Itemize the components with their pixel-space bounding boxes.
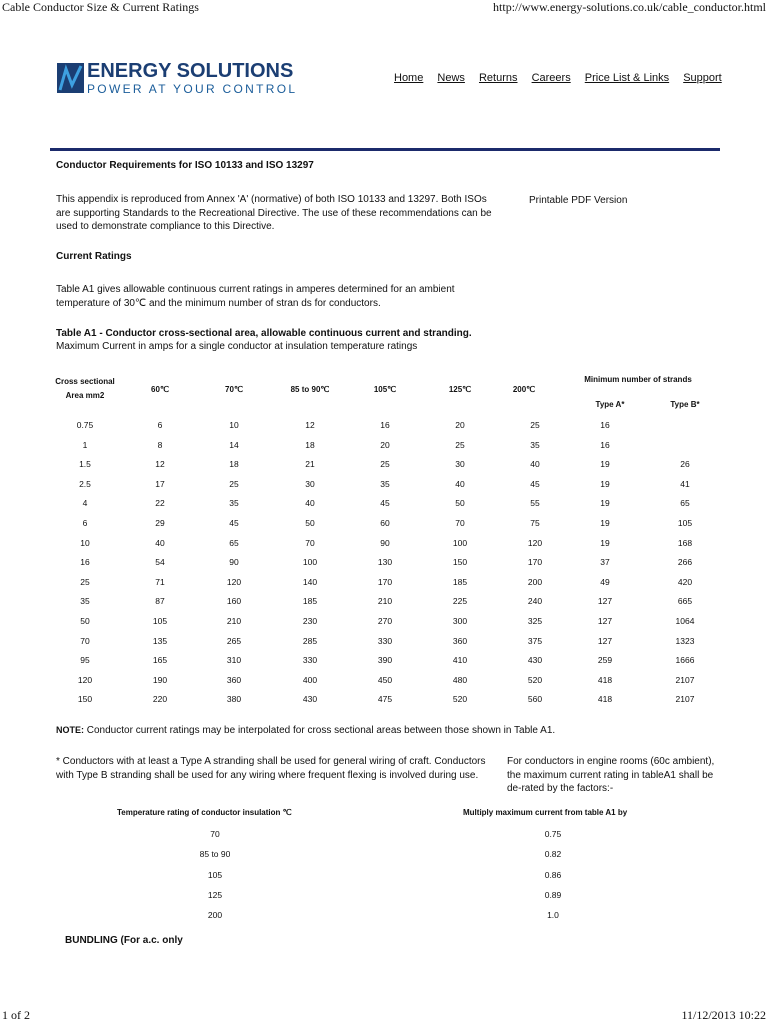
table-a1-cell: 40 <box>305 498 315 509</box>
current-ratings-text: Table A1 gives allowable continuous current ratings in amperes determined for an ambient temperature of 30℃ and the minimum number of stran ds for conductors. <box>56 284 455 309</box>
table-a1-cell: 87 <box>155 596 165 607</box>
table-a1-cell: 380 <box>226 694 242 705</box>
table-a1-cell: 300 <box>452 616 468 626</box>
table-a1-cell: 127 <box>597 596 613 607</box>
table-a1-cell: 18 <box>305 439 315 450</box>
table-a1-cell: 19 <box>600 537 610 548</box>
table-a1-cell: 70 <box>305 537 315 548</box>
table-a1-cell: 375 <box>527 635 543 646</box>
table-a1-cell: 100 <box>452 537 468 548</box>
table-a1-cell: 475 <box>377 694 393 705</box>
table-a1-cell: 240 <box>527 596 543 607</box>
table-a1-cell: 2107 <box>675 694 695 705</box>
table-a1-cell: 130 <box>377 557 393 568</box>
table-a1-cell: 25 <box>229 478 239 489</box>
table-a1-cell: 2.5 <box>79 478 91 489</box>
table-a1-cell: 6 <box>82 518 88 528</box>
derate-cell: 125 <box>207 889 223 900</box>
table-a1-cell: 90 <box>380 537 390 548</box>
note-label: NOTE: <box>56 725 84 735</box>
table-a1-cell: 230 <box>302 616 318 626</box>
table-a1-cell: 25 <box>530 420 540 430</box>
table-a1-cell: 360 <box>452 635 468 646</box>
table-a1-cell: 95 <box>80 655 90 666</box>
table-a1-cell: 50 <box>455 498 465 509</box>
table-a1-cell: 520 <box>527 674 543 685</box>
table-a1-cell: 225 <box>452 596 468 607</box>
table-a1-cell: 330 <box>377 635 393 646</box>
table-a1-cell: 1666 <box>675 655 695 666</box>
col-header-area-2: Area mm2 <box>65 391 105 400</box>
print-date: 11/12/2013 10:22 <box>681 1008 766 1022</box>
table-a1-cell: 16 <box>600 439 610 450</box>
table-a1-cell: 19 <box>600 518 610 528</box>
table-a1-cell: 480 <box>452 674 468 685</box>
derate-cell: 70 <box>210 829 220 839</box>
table-a1-cell: 4 <box>82 498 88 509</box>
nav-news[interactable]: News <box>437 72 465 84</box>
table-a1-cell: 105 <box>152 616 168 626</box>
table-a1-cell: 270 <box>377 616 393 626</box>
table-a1-cell: 10 <box>229 420 239 430</box>
table-a1-cell: 75 <box>530 518 540 528</box>
table-a1-cell: 259 <box>597 655 613 666</box>
table-a1-cell: 120 <box>527 537 543 548</box>
table-a1-cell: 190 <box>152 674 168 685</box>
table-a1-cell: 560 <box>527 694 543 705</box>
table-a1-cell: 105 <box>677 518 693 528</box>
derate-cell: 200 <box>207 910 223 921</box>
bundling-heading: BUNDLING (For a.c. only <box>65 935 183 946</box>
nav-home[interactable]: Home <box>394 72 424 84</box>
table-a1-cell: 420 <box>677 576 693 587</box>
nav-price-list[interactable]: Price List & Links <box>584 72 670 84</box>
table-a1-cell: 19 <box>600 459 610 470</box>
table-a1-cell: 6 <box>157 420 163 430</box>
table-a1-cell: 16 <box>600 420 610 430</box>
table-a1-cell: 135 <box>152 635 168 646</box>
table-a1-cell: 360 <box>226 674 242 685</box>
table-a1-cell: 65 <box>680 498 690 509</box>
table-a1-cell: 35 <box>530 439 540 450</box>
table-a1-cell: 40 <box>155 537 165 548</box>
table-a1-cell: 40 <box>455 478 465 489</box>
table-a1-cell: 50 <box>305 518 315 528</box>
table-a1-cell: 2107 <box>675 674 695 685</box>
table-a1-cell: 10 <box>80 537 90 548</box>
table-a1-cell: 418 <box>597 674 613 685</box>
table-a1-cell: 16 <box>80 557 90 568</box>
logo-tagline: POWER AT YOUR CONTROL <box>87 82 298 96</box>
table-a1-cell: 325 <box>527 616 543 626</box>
table-a1-cell: 70 <box>455 518 465 528</box>
table-a1-cell: 310 <box>226 655 242 666</box>
nav-careers[interactable]: Careers <box>531 72 571 84</box>
engine-room-note: For conductors in engine rooms (60c ambient), the maximum current rating in tableA1 shall be de-rated by the factors:- <box>507 756 715 794</box>
table-a1-cell: 160 <box>226 596 242 607</box>
table-a1-cell: 170 <box>527 557 543 568</box>
table-a1-cell: 45 <box>229 518 239 528</box>
col-header-85-90c: 85 to 90℃ <box>290 385 330 394</box>
col-header-type-b: Type B* <box>670 400 700 409</box>
derate-cell: 0.82 <box>544 849 562 860</box>
table-a1-cell: 170 <box>377 576 393 587</box>
table-a1-cell: 40 <box>530 459 540 470</box>
table-a1-cell: 185 <box>302 596 318 607</box>
table-a1-cell: 19 <box>600 498 610 509</box>
table-a1-cell: 450 <box>377 674 393 685</box>
table-a1-cell: 410 <box>452 655 468 666</box>
derate-cell: 1.0 <box>547 910 559 921</box>
table-a1-cell: 127 <box>597 616 613 626</box>
table-a1-cell: 140 <box>302 576 318 587</box>
table-a1-subcaption: Maximum Current in amps for a single conductor at insulation temperature ratings <box>56 341 418 352</box>
derate-cell: 0.86 <box>544 869 562 880</box>
table-a1-cell: 17 <box>155 478 165 489</box>
table-a1-cell: 25 <box>380 459 390 470</box>
table-a1-cell: 665 <box>677 596 693 607</box>
table-a1-cell: 45 <box>530 478 540 489</box>
table-a1-cell: 65 <box>229 537 239 548</box>
print-page-number: 1 of 2 <box>2 1008 30 1022</box>
table-a1-cell: 418 <box>597 694 613 705</box>
table-a1-cell: 50 <box>80 616 90 626</box>
col-header-125c: 125℃ <box>448 385 472 394</box>
table-a1-cell: 71 <box>155 576 165 587</box>
table-a1-cell: 18 <box>229 459 239 470</box>
table-a1-cell: 220 <box>152 694 168 705</box>
col-header-strands: Minimum number of strands <box>584 375 692 384</box>
table-a1-cell: 25 <box>455 439 465 450</box>
table-a1-cell: 1 <box>82 439 88 450</box>
table-a1-cell: 1.5 <box>79 459 91 470</box>
table-a1-cell: 120 <box>226 576 242 587</box>
derate-cell: 0.89 <box>544 889 562 900</box>
table-a1-cell: 430 <box>302 694 318 705</box>
stranding-note: * Conductors with at least a Type A stranding shall be used for general wiring of craft. Conductors with Type B stranding shall be used for any wiring where frequent flexing is involved during use. <box>56 756 486 781</box>
table-a1-cell: 8 <box>157 439 163 450</box>
table-a1-cell: 37 <box>600 557 610 568</box>
table-a1-cell: 14 <box>229 439 239 450</box>
print-page-title: Cable Conductor Size & Current Ratings <box>2 0 199 14</box>
table-a1-cell: 285 <box>302 635 318 646</box>
table-a1-cell: 265 <box>226 635 242 646</box>
table-a1-cell: 0.75 <box>76 420 94 430</box>
col-header-105c: 105℃ <box>373 385 397 394</box>
printable-pdf-link[interactable]: Printable PDF Version <box>529 195 628 206</box>
table-a1-cell: 1064 <box>675 616 695 626</box>
col-header-60c: 60℃ <box>151 385 169 394</box>
table-a1-cell: 1323 <box>675 635 695 646</box>
derate-col-temp: Temperature rating of conductor insulation ℃ <box>117 808 292 817</box>
table-a1-cell: 150 <box>452 557 468 568</box>
table-a1-cell: 390 <box>377 655 393 666</box>
derate-cell: 0.75 <box>544 829 562 839</box>
intro-paragraph: This appendix is reproduced from Annex 'A' (normative) of both ISO 10133 and 13297. Both ISOs are supporting Standards to the Recreational Directive. The use of these recommendations can be used to demonstrate compliance to this Directive. <box>56 194 492 232</box>
table-a1-cell: 127 <box>597 635 613 646</box>
table-a1-cell: 30 <box>305 478 315 489</box>
table-a1-caption: Table A1 - Conductor cross-sectional area, allowable continuous current and stranding. <box>56 328 472 339</box>
table-a1-cell: 25 <box>80 576 90 587</box>
table-a1-cell: 70 <box>80 635 90 646</box>
table-a1-cell: 26 <box>680 459 690 470</box>
col-header-area-1: Cross sectional <box>55 377 115 386</box>
derate-col-factor: Multiply maximum current from table A1 by <box>463 808 628 817</box>
table-a1-cell: 168 <box>677 537 693 548</box>
table-a1-cell: 54 <box>155 557 165 568</box>
table-a1-cell: 21 <box>305 459 315 470</box>
derate-cell: 85 to 90 <box>199 849 231 860</box>
table-a1-cell: 60 <box>380 518 390 528</box>
table-a1-cell: 210 <box>377 596 393 607</box>
current-ratings-heading: Current Ratings <box>56 251 132 262</box>
table-a1-cell: 35 <box>80 596 90 607</box>
table-a1-cell: 185 <box>452 576 468 587</box>
print-url: http://www.energy-solutions.co.uk/cable_conductor.html <box>493 0 766 14</box>
nav-returns[interactable]: Returns <box>478 72 518 84</box>
col-header-type-a: Type A* <box>595 400 625 409</box>
table-a1-cell: 16 <box>380 420 390 430</box>
derate-cell: 105 <box>207 869 223 880</box>
table-a1-cell: 22 <box>155 498 165 509</box>
table-a1-cell: 55 <box>530 498 540 509</box>
table-a1-cell: 41 <box>680 478 690 489</box>
table-a1-cell: 45 <box>380 498 390 509</box>
table-a1-cell: 29 <box>155 518 165 528</box>
table-a1-cell: 19 <box>600 478 610 489</box>
nav-support[interactable]: Support <box>683 72 722 84</box>
note-text: Conductor current ratings may be interpolated for cross sectional areas between those shown in Table A1. <box>84 725 556 736</box>
table-a1-cell: 165 <box>152 655 168 666</box>
table-a1-cell: 35 <box>380 478 390 489</box>
table-a1-cell: 12 <box>305 420 315 430</box>
logo-text: ENERGY SOLUTIONS <box>87 60 294 82</box>
table-a1-cell: 120 <box>77 674 93 685</box>
col-header-200c: 200℃ <box>512 385 536 394</box>
table-a1-cell: 49 <box>600 576 610 587</box>
table-a1-cell: 90 <box>229 557 239 568</box>
page-title: Conductor Requirements for ISO 10133 and ISO 13297 <box>56 160 314 171</box>
table-a1-cell: 430 <box>527 655 543 666</box>
table-a1-cell: 210 <box>226 616 242 626</box>
col-header-70c: 70℃ <box>225 385 243 394</box>
table-a1-cell: 100 <box>302 557 318 568</box>
table-a1-cell: 20 <box>380 439 390 450</box>
table-a1-cell: 520 <box>452 694 468 705</box>
table-a1-cell: 30 <box>455 459 465 470</box>
table-a1-cell: 150 <box>77 694 93 705</box>
table-a1-cell: 400 <box>302 674 318 685</box>
table-a1-cell: 20 <box>455 420 465 430</box>
table-a1-cell: 12 <box>155 459 165 470</box>
table-a1-cell: 35 <box>229 498 239 509</box>
table-a1-cell: 330 <box>302 655 318 666</box>
table-a1-cell: 200 <box>527 576 543 587</box>
table-a1-cell: 266 <box>677 557 693 568</box>
